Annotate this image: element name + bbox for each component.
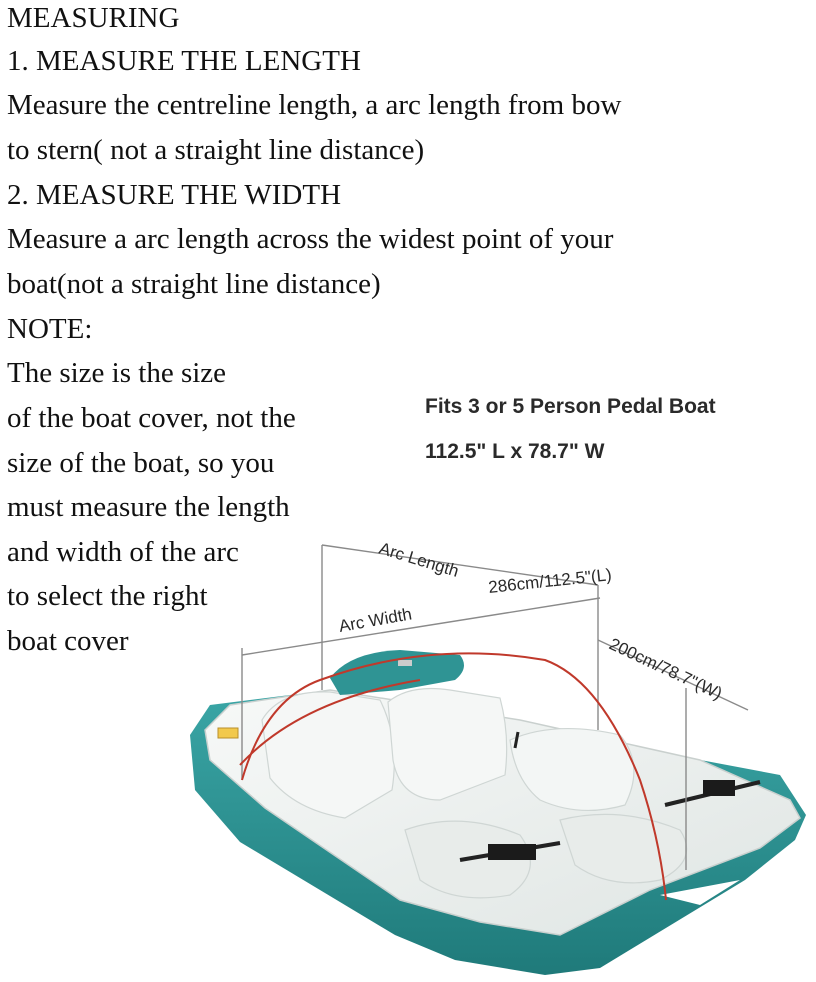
step1-line-2: to stern( not a straight line distance) bbox=[7, 134, 425, 166]
step2-line-2: boat(not a straight line distance) bbox=[7, 268, 381, 300]
arc-width-value: 200cm/78.7"(W) bbox=[606, 634, 726, 704]
note-line-2: of the boat cover, not the bbox=[7, 402, 296, 434]
note-line-7: boat cover bbox=[7, 625, 129, 657]
step1-line-1: Measure the centreline length, a arc length from bow bbox=[7, 89, 622, 121]
product-size: 112.5" L x 78.7" W bbox=[425, 440, 605, 463]
note-line-6: to select the right bbox=[7, 580, 208, 612]
step2-line-1: Measure a arc length across the widest point of your bbox=[7, 223, 614, 255]
arc-length-value: 286cm/112.5"(L) bbox=[487, 565, 613, 597]
heading: MEASURING bbox=[7, 2, 180, 34]
note-line-1: The size is the size bbox=[7, 357, 227, 389]
step2-title: 2. MEASURE THE WIDTH bbox=[7, 179, 342, 211]
note-title: NOTE: bbox=[7, 313, 93, 345]
product-fits: Fits 3 or 5 Person Pedal Boat bbox=[425, 395, 716, 418]
note-line-4: must measure the length bbox=[7, 491, 290, 523]
note-line-5: and width of the arc bbox=[7, 536, 239, 568]
arc-width-label: Arc Width bbox=[337, 604, 414, 636]
arc-length-label: Arc Length bbox=[376, 538, 462, 581]
step1-title: 1. MEASURE THE LENGTH bbox=[7, 45, 361, 77]
note-line-3: size of the boat, so you bbox=[7, 447, 275, 479]
